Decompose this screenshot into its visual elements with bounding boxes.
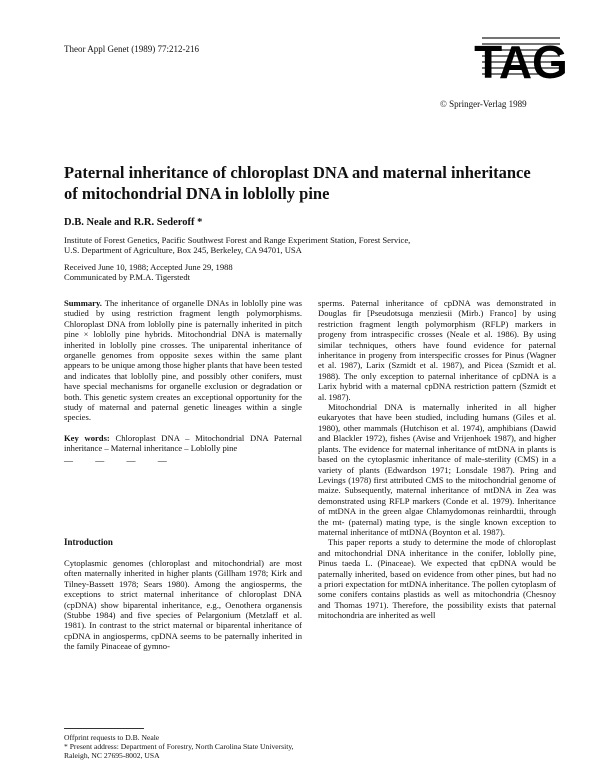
- section-separator: — — — —: [64, 456, 177, 466]
- paper-title: Paternal inheritance of chloroplast DNA and maternal inheritance of mitochondrial DNA in loblolly pine: [64, 163, 531, 203]
- communicated-by: Communicated by P.M.A. Tigerstedt: [64, 272, 191, 282]
- keywords-paragraph: [64, 433, 302, 454]
- author-list: D.B. Neale and R.R. Sederoff *: [64, 217, 203, 228]
- left-column-top: [64, 298, 302, 454]
- intro-heading: Introduction: [64, 537, 113, 547]
- footnotes: [64, 733, 302, 760]
- journal-logo: [474, 28, 568, 88]
- summary-text: The inheritance of organelle DNAs in loblolly pine was studied by using restriction fragment length polymorphisms. Chloroplast DNA from loblolly pine is paternally inherited in pitch pine × loblolly pine hybrids. Mitochondrial DNA is maternally inherited in loblolly pine crosses. The uniparental inheritance of organelle genomes from opposite sexes within the same plant appears to be unique among those higher plants that have been tested and indicates that loblolly pine, and possibly other conifers, must have special mechanisms for organelle exclusion or degradation or both. This genetic system creates an exceptional opportunity for the study of maternal and paternal genetic lineages within a single species.: [64, 298, 302, 423]
- right-paragraph-1: sperms. Paternal inheritance of cpDNA was demonstrated in Douglas fir [Pseudotsuga menziesii (Mirb.) Franco] by using restriction fragment length polymorphism (RFLP) markers in progeny from intraspecific crosses (Neale et al. 1986). By using similar techniques, others have found evidence for paternal inheritance in progeny from interspecific crosses for Pinus (Wagner et al. 1987), Larix (Szmidt et al. 1987), and Picea (Szmidt et al. 1988). The only exception to paternal inheritance of cpDNA is a Larix hybrid with a maternal cpDNA restriction pattern (Szmidt et al. 1987).: [318, 298, 556, 402]
- journal-citation: Theor Appl Genet (1989) 77:212-216: [64, 44, 199, 54]
- publisher-copyright: © Springer-Verlag 1989: [440, 99, 527, 109]
- summary-paragraph: [64, 298, 302, 423]
- offprint-note: Offprint requests to D.B. Neale: [64, 733, 160, 742]
- svg-text:TAG: TAG: [474, 36, 568, 88]
- footnote-rule: [64, 728, 144, 729]
- right-paragraph-2: Mitochondrial DNA is maternally inherited in all higher eukaryotes that have been studied, including humans (Giles et al. 1980), other mammals (Hutchison et al. 1974), amphibians (Dawid and Blackler 1972), fishes (Avise and Vrijenhoek 1987), and higher plants. The evidence for maternal inheritance of mtDNA in plants is based on the cytoplasmic inheritance of male-sterility (CMS) in a variety of plants (Edwardson 1971; Lonsdale 1987). Pring and Levings (1978) first attributed CMS to the mitochondrial genome of maize. Subsequently, maternal inheritance of mtDNA in Zea was demonstrated using RFLP markers (Conde et al. 1979). Inheritance of mtDNA in the green algae Chlamydomonas reinhardtii, through the mt- (paternal) mating type, is the single known exception to maternal inheritance of mtDNA (Boynton et al. 1987).: [318, 402, 556, 537]
- present-address-note: * Present address: Department of Forestry, North Carolina State University, Raleigh, NC 27695-8002, USA: [64, 742, 294, 760]
- right-paragraph-3: This paper reports a study to determine the mode of chloroplast and mitochondrial DNA inheritance in the conifer, loblolly pine, Pinus taeda L. (Pinaceae). We expected that cpDNA would be paternally inherited, based on evidence from other pines, but had no a priori expectation for mtDNA inheritance. The pollen cytoplasm of some conifers contains plastids as well as mitochondria (Chesnoy and Thomas 1971). Therefore, the possibility exists that paternal mitochondria are inherited as well: [318, 537, 556, 621]
- received-dates: Received June 10, 1988; Accepted June 29, 1988: [64, 262, 233, 272]
- right-column: [318, 298, 556, 621]
- keywords-text: Chloroplast DNA – Mitochondrial DNA Paternal inheritance – Maternal inheritance – Loblolly pine: [64, 432, 302, 454]
- affiliation-line-1: Institute of Forest Genetics, Pacific Southwest Forest and Range Experiment Station, Forest Service,: [64, 235, 411, 245]
- affiliation-line-2: U.S. Department of Agriculture, Box 245, Berkeley, CA 94701, USA: [64, 245, 302, 255]
- keywords-label: Key words:: [64, 432, 110, 443]
- intro-paragraph: Cytoplasmic genomes (chloroplast and mitochondrial) are most often maternally inherited in higher plants (Gillham 1978; Kirk and Tilney-Bassett 1978; Sears 1980). Among the angiosperms, the exceptions to strict maternal inheritance of chloroplast DNA (cpDNA) show biparental inheritance, e.g., Oenothera organensis (Stubbe 1984) and five species of Pelargonium (Metzlaff et al. 1981). In contrast to the strict maternal or biparental inheritance of cpDNA in angiosperms, cpDNA seems to be paternally inherited in the family Pinaceae of gymno-: [64, 558, 302, 652]
- summary-label: Summary.: [64, 298, 102, 308]
